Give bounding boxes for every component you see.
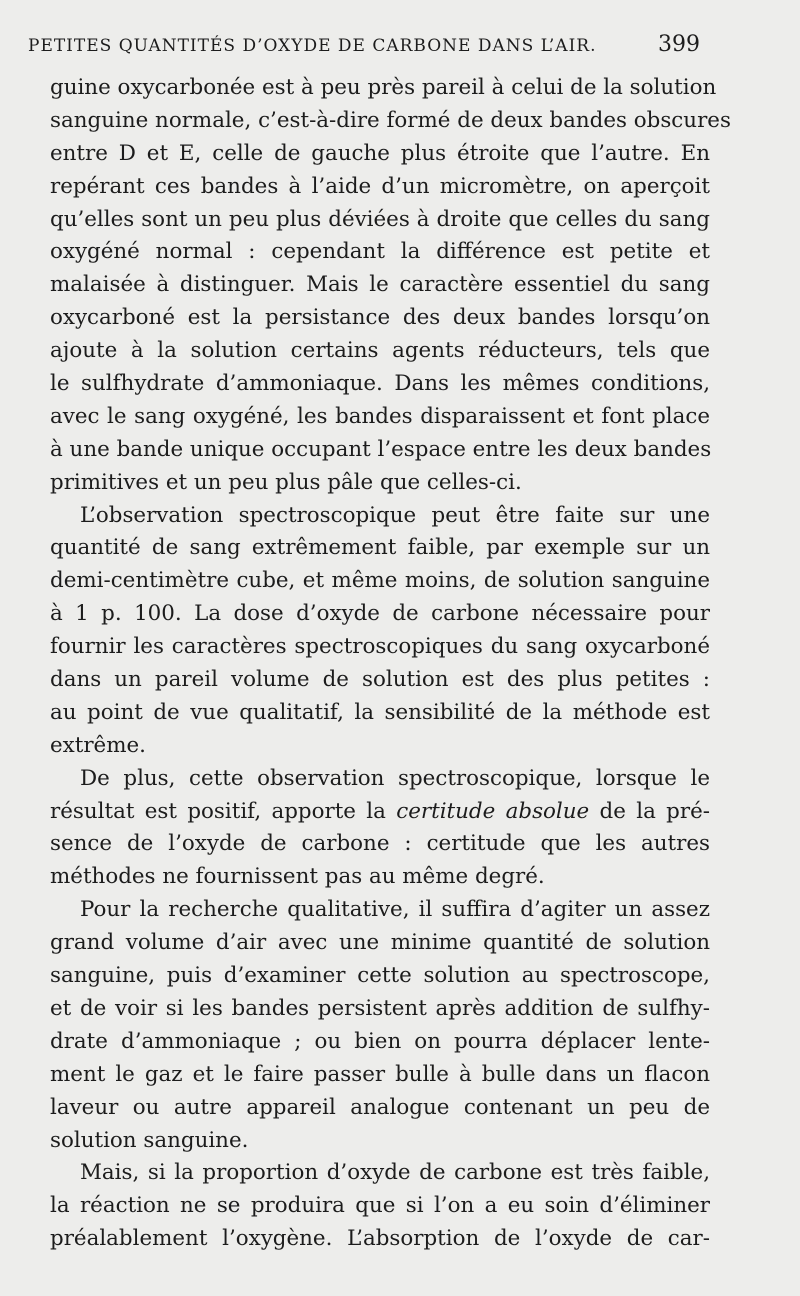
text-line-with-emphasis: [50, 796, 710, 829]
text-line: au point de vue qualitatif, la sensibilité de la méthode est: [50, 699, 710, 725]
page-number: 399: [658, 32, 700, 57]
text-line: à 1 p. 100. La dose d’oxyde de carbone nécessaire pour: [50, 601, 710, 627]
text-line: préalablement l’oxygène. L’absorption de l’oxyde de car-: [50, 1226, 710, 1252]
text-line: qu’elles sont un peu plus déviées à droite que celles du sang: [50, 206, 710, 232]
text-line: dans un pareil volume de solution est des plus petites :: [50, 667, 710, 693]
emphasis-text: certitude absolue: [396, 798, 590, 824]
text-segment: résultat est positif, apporte la: [50, 798, 386, 824]
text-line: guine oxycarbonée est à peu près pareil à celui de la solution: [50, 75, 717, 100]
text-line: oxycarboné est la persistance des deux bandes lorsqu’on: [50, 305, 710, 331]
text-line: sanguine, puis d’examiner cette solution au spectroscope,: [50, 963, 710, 989]
running-title: PETITES QUANTITÉS D’OXYDE DE CARBONE DANS L’AIR.: [28, 36, 597, 56]
text-line: méthodes ne fournissent pas au même degré.: [50, 864, 545, 890]
text-line: grand volume d’air avec une minime quantité de solution: [50, 930, 710, 956]
text-line: L’observation spectroscopique peut être faite sur une: [80, 502, 710, 528]
text-line: De plus, cette observation spectroscopique, lorsque le: [80, 765, 710, 791]
body-text: [50, 72, 731, 1256]
text-line: sanguine normale, c’est-à-dire formé de deux bandes obscures: [50, 107, 731, 133]
text-line: drate d’ammoniaque ; ou bien on pourra déplacer lente-: [50, 1028, 710, 1054]
text-line: malaisée à distinguer. Mais le caractère essentiel du sang: [50, 272, 710, 298]
text-line: fournir les caractères spectroscopiques du sang oxycarboné: [50, 634, 710, 660]
text-line: extrême.: [50, 732, 146, 758]
page-header: [28, 32, 700, 68]
text-segment: de la pré-: [599, 798, 710, 824]
text-line: Pour la recherche qualitative, il suffira d’agiter un assez: [80, 897, 710, 923]
text-line: oxygéné normal : cependant la différence est petite et: [50, 239, 710, 265]
text-line: le sulfhydrate d’ammoniaque. Dans les mêmes conditions,: [50, 371, 710, 397]
text-line: repérant ces bandes à l’aide d’un micromètre, on aperçoit: [50, 173, 710, 199]
text-line: et de voir si les bandes persistent après addition de sulfhy-: [50, 995, 710, 1021]
text-line: solution sanguine.: [50, 1127, 249, 1153]
text-line: quantité de sang extrêmement faible, par exemple sur un: [50, 535, 710, 561]
text-line: ajoute à la solution certains agents réducteurs, tels que: [50, 338, 710, 364]
text-line: Mais, si la proportion d’oxyde de carbone est très faible,: [80, 1160, 710, 1186]
text-line: sence de l’oxyde de carbone : certitude que les autres: [50, 831, 710, 857]
text-line: primitives et un peu plus pâle que celles-ci.: [50, 469, 522, 495]
text-line: la réaction ne se produira que si l’on a eu soin d’éliminer: [50, 1193, 710, 1219]
text-line: avec le sang oxygéné, les bandes disparaissent et font place: [50, 403, 710, 429]
text-line: à une bande unique occupant l’espace entre les deux bandes: [50, 436, 712, 462]
text-line: ment le gaz et le faire passer bulle à bulle dans un flacon: [50, 1061, 710, 1087]
text-line: entre D et E, celle de gauche plus étroite que l’autre. En: [50, 140, 710, 166]
text-line: laveur ou autre appareil analogue contenant un peu de: [50, 1094, 710, 1120]
text-line: demi-centimètre cube, et même moins, de solution sanguine: [50, 568, 710, 594]
